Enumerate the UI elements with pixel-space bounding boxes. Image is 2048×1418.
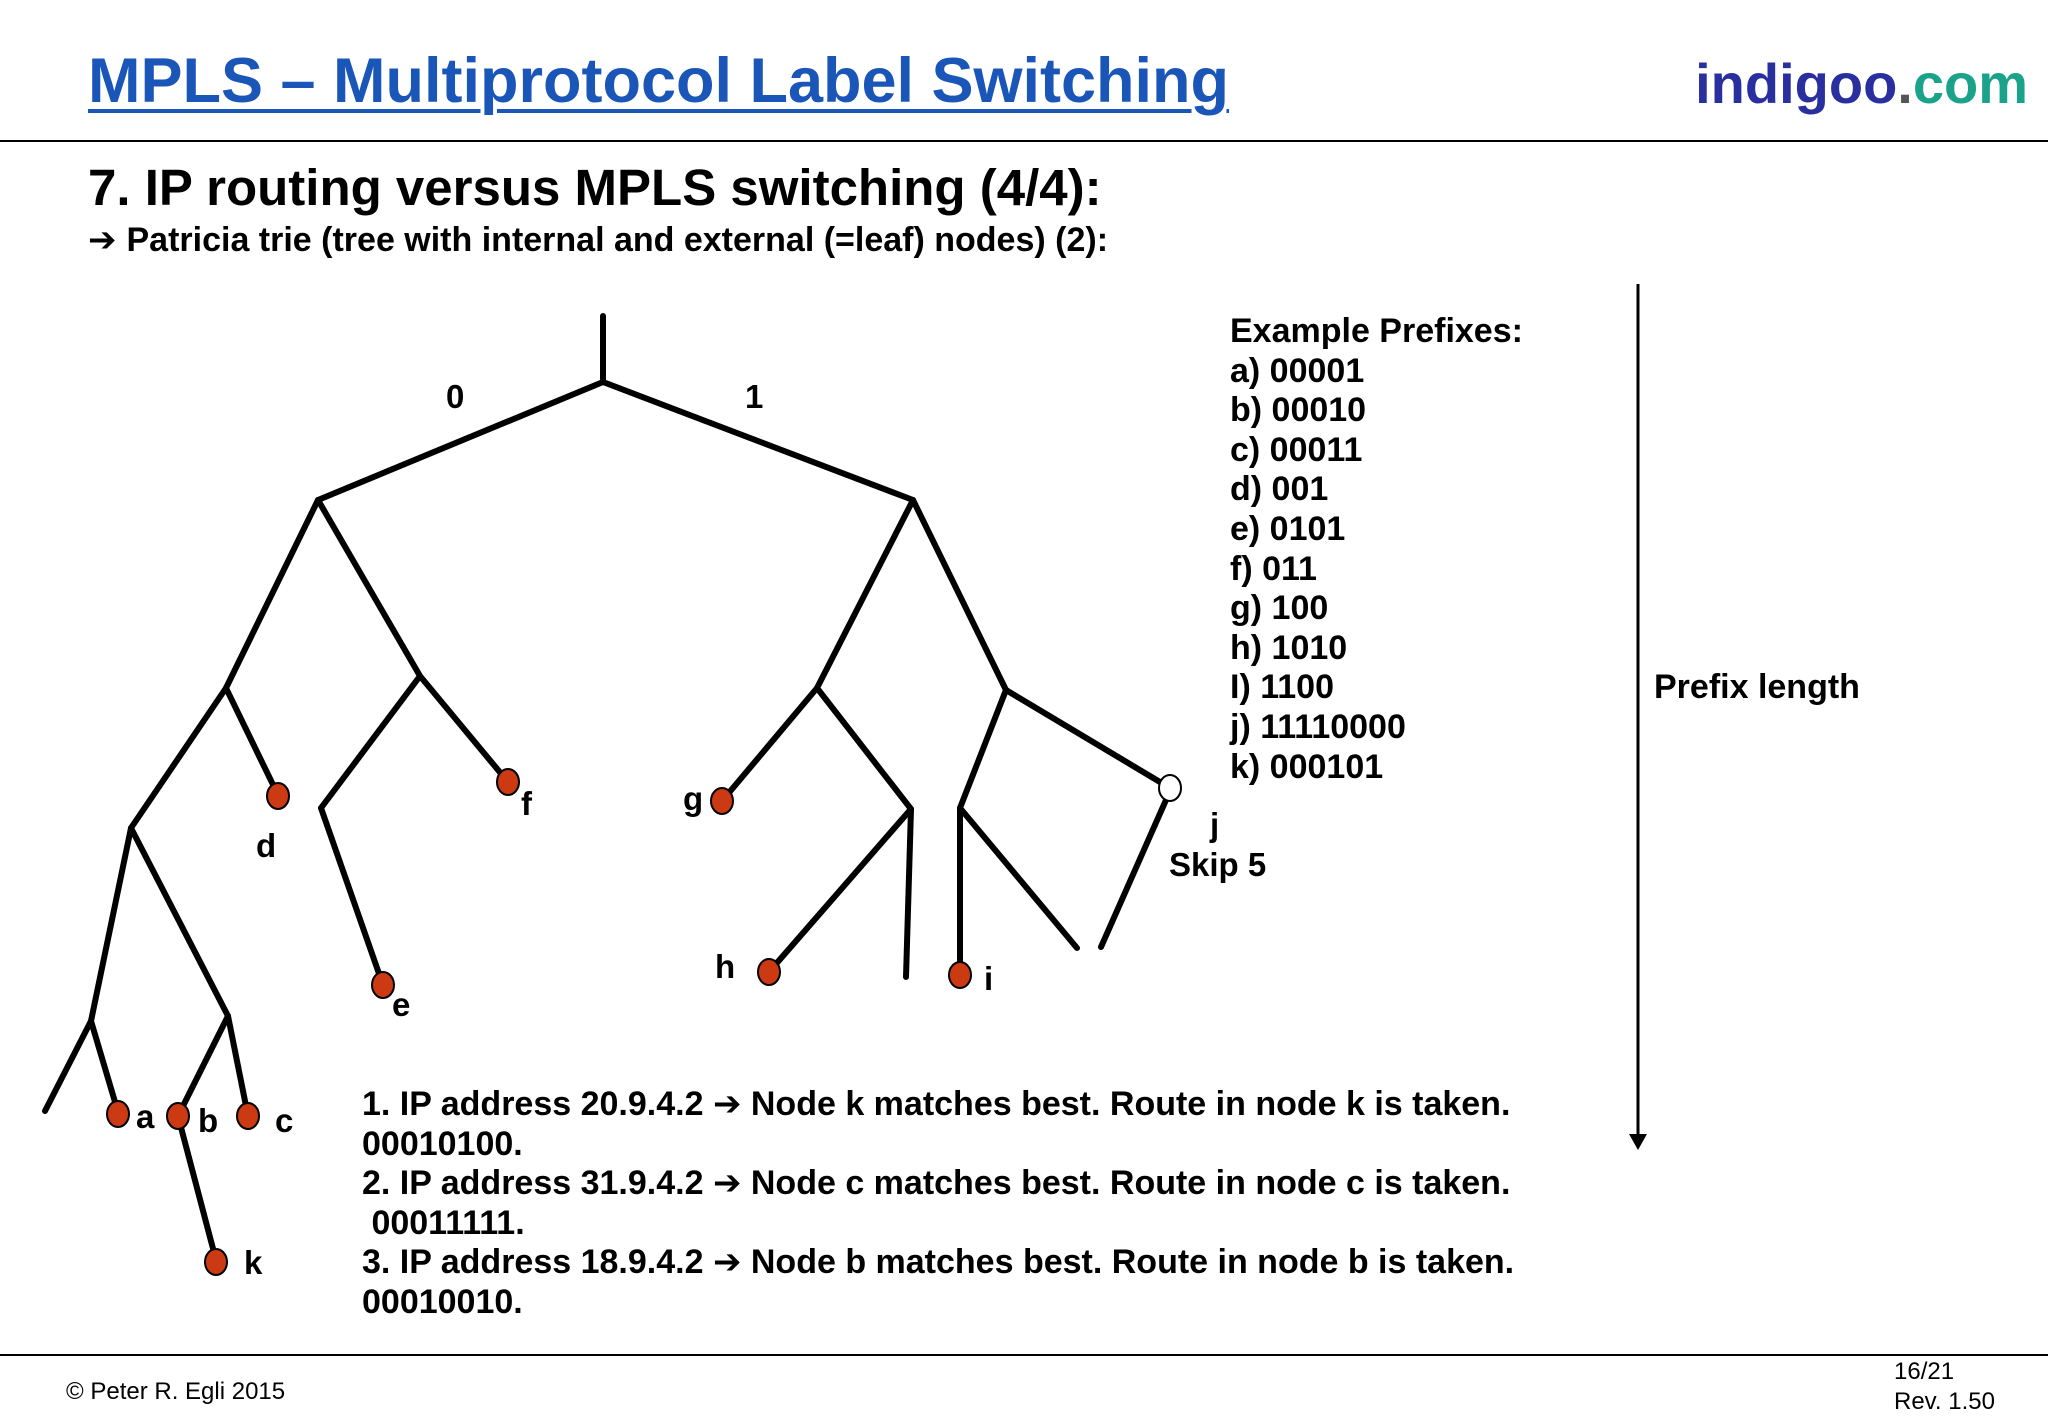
brand-name: indigoo bbox=[1695, 52, 1898, 115]
prefix-item: k) 000101 bbox=[1230, 747, 1384, 786]
edge-to-e bbox=[321, 808, 383, 985]
revision: Rev. 1.50 bbox=[1894, 1388, 1995, 1415]
node-label-i: i bbox=[984, 960, 994, 997]
edge bbox=[226, 500, 318, 688]
node-label-a: a bbox=[136, 1098, 155, 1135]
page-number: 16/21 bbox=[1894, 1358, 1955, 1385]
branch-label-0: 0 bbox=[446, 378, 465, 415]
footer-copyright: © Peter R. Egli 2015 bbox=[66, 1378, 286, 1405]
edge-to-c bbox=[228, 1016, 248, 1116]
example-binary: 00010100. bbox=[362, 1124, 523, 1163]
prefix-item: g) 100 bbox=[1230, 589, 1329, 628]
edge bbox=[960, 808, 1077, 948]
prefix-item: f) 011 bbox=[1230, 549, 1317, 588]
skip-label: Skip 5 bbox=[1169, 846, 1267, 883]
arrow-down-icon bbox=[1629, 1134, 1647, 1150]
prefix-item: h) 1010 bbox=[1230, 628, 1348, 667]
prefix-item: c) 00011 bbox=[1230, 430, 1363, 469]
example-line: 3. IP address 18.9.4.2 ➔ Node b matches best. Route in node b is taken. bbox=[362, 1243, 1515, 1282]
edge bbox=[318, 500, 420, 676]
leaf-node-g bbox=[711, 788, 733, 814]
leaf-node-i bbox=[949, 962, 971, 988]
prefix-item: a) 00001 bbox=[1230, 351, 1365, 390]
edge-to-d bbox=[226, 688, 278, 795]
edge bbox=[131, 688, 226, 828]
node-label-d: d bbox=[256, 827, 277, 864]
edge-below-j bbox=[1101, 800, 1166, 947]
example-binary: 00011111. bbox=[362, 1203, 525, 1242]
edge bbox=[913, 500, 1006, 690]
leaf-node-c bbox=[237, 1103, 259, 1129]
edge bbox=[817, 500, 913, 688]
edge bbox=[321, 676, 420, 808]
edge-to-a bbox=[91, 1021, 118, 1112]
node-label-b: b bbox=[198, 1102, 219, 1139]
edge-to-h bbox=[769, 809, 911, 972]
leaf-node-h bbox=[758, 959, 780, 985]
prefix-list-title: Example Prefixes: bbox=[1230, 312, 1523, 350]
example-line: 2. IP address 31.9.4.2 ➔ Node c matches best. Route in node c is taken. bbox=[362, 1164, 1511, 1203]
example-binary: 00010010. bbox=[362, 1282, 523, 1321]
brand-tld: com bbox=[1912, 52, 2028, 115]
section-heading: 7. IP routing versus MPLS switching (4/4): bbox=[88, 159, 1102, 216]
edge bbox=[906, 809, 911, 977]
branch-label-1: 1 bbox=[745, 378, 764, 415]
leaf-node-f bbox=[497, 769, 519, 795]
node-label-f: f bbox=[521, 785, 532, 822]
edge-to-b bbox=[178, 1016, 228, 1116]
slide-title: MPLS – Multiprotocol Label Switching bbox=[88, 46, 1230, 116]
arrow-right-icon: ➔ bbox=[88, 221, 117, 259]
node-label-c: c bbox=[275, 1102, 294, 1139]
footer-divider bbox=[0, 1354, 2048, 1356]
footer-page-info bbox=[1894, 1357, 1995, 1417]
leaf-node-e bbox=[372, 972, 394, 998]
node-label-g: g bbox=[683, 780, 704, 817]
brand-dot: . bbox=[1897, 52, 1913, 115]
leaf-node-a bbox=[107, 1101, 129, 1127]
prefix-item: j) 11110000 bbox=[1230, 707, 1406, 746]
prefix-length-label: Prefix length bbox=[1654, 668, 1860, 706]
leaf-node-k bbox=[205, 1249, 227, 1275]
edge-to-j bbox=[1006, 690, 1170, 788]
edge bbox=[817, 688, 911, 809]
edge bbox=[45, 1021, 91, 1111]
edge-to-g bbox=[722, 688, 817, 801]
leaf-node-d bbox=[267, 783, 289, 809]
node-label-j: j bbox=[1210, 806, 1220, 843]
example-prefixes bbox=[1230, 312, 1523, 787]
prefix-item: e) 0101 bbox=[1230, 509, 1346, 548]
node-label-e: e bbox=[392, 986, 411, 1023]
prefix-item: I) 1100 bbox=[1230, 668, 1334, 707]
prefix-item: d) 001 bbox=[1230, 470, 1329, 509]
edge bbox=[960, 690, 1006, 808]
edge bbox=[91, 828, 131, 1021]
internal-node-j bbox=[1159, 775, 1181, 801]
lookup-examples bbox=[362, 1085, 1514, 1323]
leaf-node-b bbox=[167, 1103, 189, 1129]
edge-to-f bbox=[420, 676, 508, 782]
node-label-k: k bbox=[244, 1244, 263, 1281]
prefix-item: b) 00010 bbox=[1230, 391, 1367, 430]
example-line: 1. IP address 20.9.4.2 ➔ Node k matches best. Route in node k is taken. bbox=[362, 1085, 1511, 1123]
node-label-h: h bbox=[715, 948, 736, 985]
edge bbox=[131, 828, 228, 1016]
subheading-text: Patricia trie (tree with internal and external (=leaf) nodes) (2): bbox=[126, 221, 1109, 259]
